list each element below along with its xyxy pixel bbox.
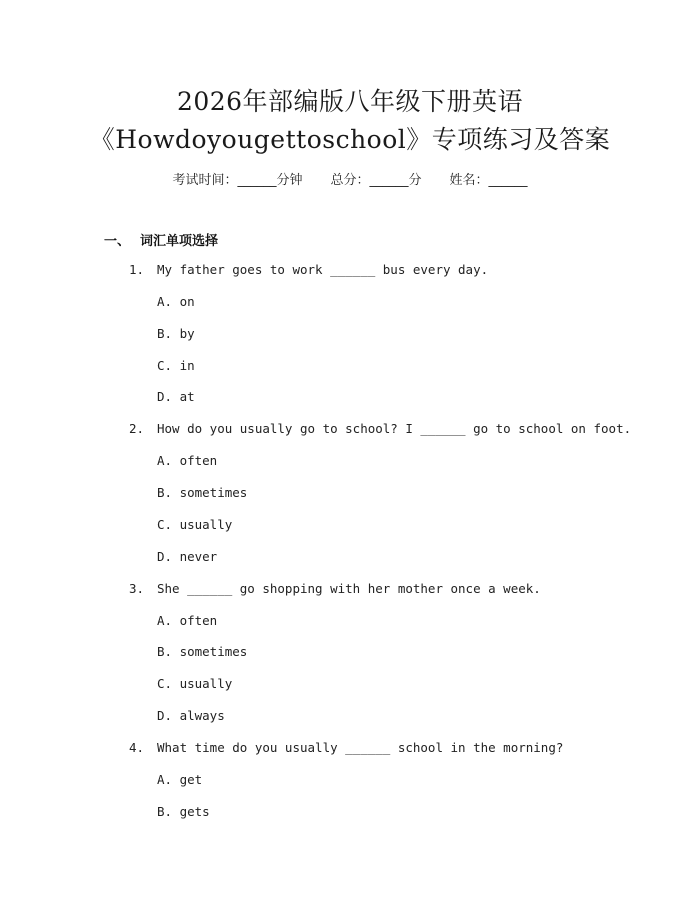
question-number: 2.: [129, 421, 145, 436]
option: B. by: [157, 326, 195, 341]
question: [129, 262, 488, 277]
question-text: She ______ go shopping with her mother once a week.: [157, 581, 541, 596]
option: D. always: [157, 708, 225, 723]
section-title: 词汇单项选择: [140, 234, 219, 249]
option: D. never: [157, 549, 218, 564]
question: [129, 740, 563, 755]
option: C. usually: [157, 676, 233, 691]
exam-name-label: 姓名：______: [449, 173, 528, 188]
question-text: How do you usually go to school? I ______ go to school on foot.: [157, 421, 632, 436]
page-title-line-2: 《Howdoyougettoschool》专项练习及答案: [89, 125, 611, 154]
question: [129, 581, 541, 596]
option: A. often: [157, 613, 218, 628]
option: B. gets: [157, 804, 210, 819]
exam-score-label: 总分：______分: [330, 173, 422, 188]
option: A. get: [157, 772, 203, 787]
question: [129, 421, 631, 436]
option: B. sometimes: [157, 644, 248, 659]
option: D. at: [157, 389, 195, 404]
exam-meta: [0, 169, 700, 188]
option: C. usually: [157, 517, 233, 532]
option: B. sometimes: [157, 485, 248, 500]
question-text: What time do you usually ______ school in the morning?: [157, 740, 564, 755]
question-number: 4.: [129, 740, 145, 755]
page-title-line-1: 2026年部编版八年级下册英语: [176, 87, 524, 116]
option: A. on: [157, 294, 195, 309]
exam-time-label: 考试时间：______分钟: [172, 173, 303, 188]
option: C. in: [157, 358, 195, 373]
question-number: 1.: [129, 262, 145, 277]
section-heading: [104, 230, 218, 249]
question-text: My father goes to work ______ bus every day.: [157, 262, 489, 277]
section-number: 一、: [104, 234, 131, 249]
option: A. often: [157, 453, 218, 468]
question-number: 3.: [129, 581, 145, 596]
